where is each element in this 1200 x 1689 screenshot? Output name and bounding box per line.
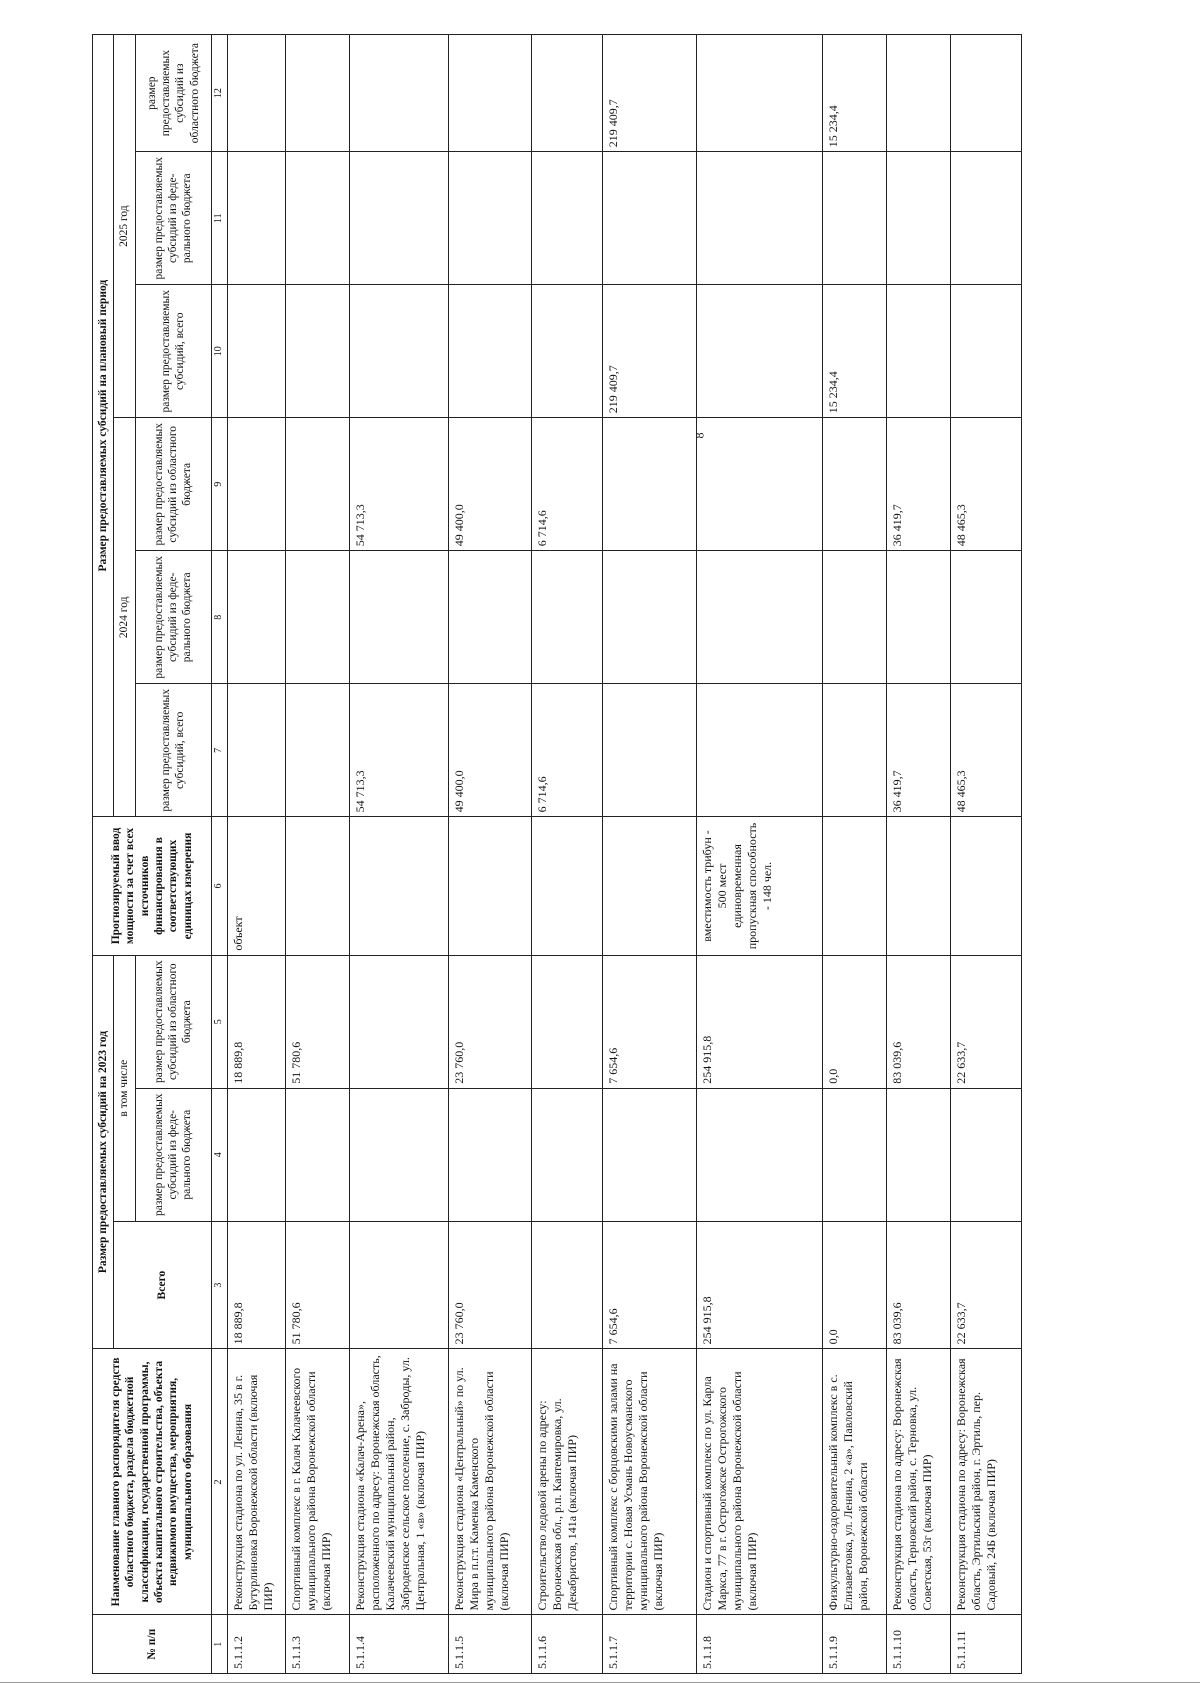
row-name: Реконструкция стадиона «Калач-Арена», расположенного по адресу: Воронежская область, Калачеевский муниципальный район, Заброденское сельское поселение, с. Заброды, ул. Центральная, 1 «в» (включая ПИР) (350, 1349, 448, 1615)
row-name: Строительство ледовой арены по адресу: Воронежская обл., р.п. Кантемировка, ул. Декабристов, 141а (включая ПИР) (532, 1349, 603, 1615)
cell-fed-2023 (696, 1088, 822, 1221)
cell-capacity (350, 817, 448, 955)
cell-reg-2025 (228, 35, 286, 152)
row-name: Физкультурно-оздоровительный комплекс в с. Елизаветовка, ул. Ленина, 2 «а», Павловский район, Воронежской области (823, 1349, 887, 1615)
cell-reg-2025 (532, 35, 603, 152)
cell-reg-2024: 48 465,3 (951, 418, 1022, 551)
cell-fed-2025 (228, 152, 286, 285)
cell-reg-2023: 7 654,6 (602, 955, 696, 1088)
cell-all-2025 (350, 285, 448, 418)
cell-fed-2023 (532, 1088, 603, 1221)
header-capacity: Прогнозируемый ввод мощности за счет всех источников финансирования в соответствующих единицах измерения (93, 817, 212, 955)
row-id: 5.1.1.3 (286, 1615, 350, 1674)
header-2024: 2024 год (114, 418, 135, 817)
cell-reg-2025: 15 234,4 (823, 35, 887, 152)
col-number: 9 (211, 418, 228, 551)
header-incl: в том числе (114, 955, 135, 1221)
header-reg-2023: размер предоставляемых субсидий из областного бюджета (135, 955, 211, 1088)
header-fed-2024: размер предоставляемых субсидий из феде-рального бюджета (135, 551, 211, 684)
col-number: 1 (211, 1615, 228, 1674)
table-row (448, 35, 531, 1674)
row-name: Реконструкция стадиона «Центральный» по ул. Мира в п.г.т. Каменка Каменского муниципального района Воронежской области (включая ПИР) (448, 1349, 531, 1615)
table-row (696, 35, 822, 1674)
cell-fed-2024 (887, 551, 951, 684)
header-reg-2025: размер предоставляемых субсидий из областного бюджета (135, 35, 211, 152)
cell-capacity (448, 817, 531, 955)
header-2023: Размер предоставляемых субсидий на 2023 год (93, 955, 114, 1349)
cell-all-2024 (602, 684, 696, 817)
cell-total-2023 (532, 1221, 603, 1349)
row-name: Реконструкция стадиона по адресу: Воронежская область, Терновский район, с. Терновка, ул. Советская, 53г (включая ПИР) (887, 1349, 951, 1615)
cell-reg-2023: 83 039,6 (887, 955, 951, 1088)
cell-all-2025 (887, 285, 951, 418)
cell-fed-2025 (448, 152, 531, 285)
rotated-table-container (92, 34, 1022, 1674)
cell-total-2023: 22 633,7 (951, 1221, 1022, 1349)
cell-reg-2025 (696, 35, 822, 152)
table-row (887, 35, 951, 1674)
cell-fed-2023 (448, 1088, 531, 1221)
row-id: 5.1.1.10 (887, 1615, 951, 1674)
table-row (823, 35, 887, 1674)
header-all-2024: размер предоставляемых субсидий, всего (135, 684, 211, 817)
cell-reg-2025 (350, 35, 448, 152)
cell-reg-2023 (350, 955, 448, 1088)
cell-all-2024: 6 714,6 (532, 684, 603, 817)
cell-reg-2024: 49 400,0 (448, 418, 531, 551)
col-number: 12 (211, 35, 228, 152)
cell-all-2024: 49 400,0 (448, 684, 531, 817)
cell-fed-2023 (286, 1088, 350, 1221)
cell-fed-2025 (286, 152, 350, 285)
cell-all-2025 (696, 285, 822, 418)
cell-fed-2025 (696, 152, 822, 285)
cell-fed-2024 (532, 551, 603, 684)
cell-capacity: вместимость трибун - 500 мест единовременная пропускная способность - 148 чел. (696, 817, 822, 955)
cell-fed-2024 (286, 551, 350, 684)
table-row (286, 35, 350, 1674)
cell-fed-2023 (228, 1088, 286, 1221)
cell-reg-2025 (887, 35, 951, 152)
cell-all-2025 (951, 285, 1022, 418)
col-number: 5 (211, 955, 228, 1088)
table-row (602, 35, 696, 1674)
row-id: 5.1.1.8 (696, 1615, 822, 1674)
cell-all-2024 (286, 684, 350, 817)
table-row (350, 35, 448, 1674)
cell-reg-2025 (448, 35, 531, 152)
cell-all-2025: 15 234,4 (823, 285, 887, 418)
row-name: Реконструкция стадиона по ул. Ленина, 35 в г. Бутурлиновка Воронежской области (включая ПИР) (228, 1349, 286, 1615)
cell-total-2023: 18 889,8 (228, 1221, 286, 1349)
cell-all-2025 (448, 285, 531, 418)
cell-total-2023: 51 780,6 (286, 1221, 350, 1349)
cell-reg-2025: 219 409,7 (602, 35, 696, 152)
cell-fed-2025 (887, 152, 951, 285)
cell-fed-2023 (350, 1088, 448, 1221)
header-number: № п/п (93, 1615, 212, 1674)
row-name: Реконструкция стадиона по адресу: Воронежская область, Эртильский район, г. Эртиль, пер. Садовый, 24Б (включая ПИР) (951, 1349, 1022, 1615)
cell-capacity: объект (228, 817, 286, 955)
document-sheet (92, 34, 1022, 1674)
cell-fed-2024 (823, 551, 887, 684)
cell-reg-2024 (228, 418, 286, 551)
cell-all-2024 (696, 684, 822, 817)
cell-fed-2023 (951, 1088, 1022, 1221)
cell-reg-2023: 254 915,8 (696, 955, 822, 1088)
cell-fed-2024 (350, 551, 448, 684)
cell-capacity (602, 817, 696, 955)
cell-reg-2023: 23 760,0 (448, 955, 531, 1088)
cell-reg-2025 (951, 35, 1022, 152)
cell-fed-2023 (887, 1088, 951, 1221)
col-number: 10 (211, 285, 228, 418)
cell-all-2024 (228, 684, 286, 817)
cell-fed-2024 (228, 551, 286, 684)
cell-total-2023: 23 760,0 (448, 1221, 531, 1349)
cell-reg-2024 (286, 418, 350, 551)
cell-capacity (823, 817, 887, 955)
header-reg-2024: размер предоставляемых субсидий из областного бюджета (135, 418, 211, 551)
header-fed-2023: размер предоставляемых субсидий из феде-рального бюджета (135, 1088, 211, 1221)
cell-all-2025 (286, 285, 350, 418)
cell-reg-2023: 22 633,7 (951, 955, 1022, 1088)
page-number: 8 (692, 432, 707, 439)
cell-total-2023 (350, 1221, 448, 1349)
row-id: 5.1.1.4 (350, 1615, 448, 1674)
scan-edge-line (0, 1682, 1200, 1683)
cell-all-2025: 219 409,7 (602, 285, 696, 418)
cell-capacity (286, 817, 350, 955)
row-id: 5.1.1.9 (823, 1615, 887, 1674)
col-number: 6 (211, 817, 228, 955)
cell-fed-2025 (823, 152, 887, 285)
table-row (228, 35, 286, 1674)
cell-fed-2024 (448, 551, 531, 684)
cell-capacity (887, 817, 951, 955)
cell-reg-2023 (532, 955, 603, 1088)
header-all-2025: размер предоставляемых субсидий, всего (135, 285, 211, 418)
cell-reg-2024 (602, 418, 696, 551)
cell-reg-2023: 0,0 (823, 955, 887, 1088)
header-plan-period: Размер предоставляемых субсидий на плановый период (93, 35, 114, 817)
cell-total-2023: 254 915,8 (696, 1221, 822, 1349)
row-id: 5.1.1.5 (448, 1615, 531, 1674)
cell-total-2023: 83 039,6 (887, 1221, 951, 1349)
header-name: Наименование главного распорядителя средств областного бюджета, раздела бюджетной классификации, государственной программы, объекта капитального строительства, объекта недвижимого имущества, мероприятия, муниципального образования (93, 1349, 212, 1615)
row-name: Спортивный комплекс с борцовскими залами на территории с. Новая Усмань Новоусманского муниципального района Воронежской области (включая ПИР) (602, 1349, 696, 1615)
cell-all-2024: 48 465,3 (951, 684, 1022, 817)
row-id: 5.1.1.6 (532, 1615, 603, 1674)
header-fed-2025: размер предоставляемых субсидий из феде-рального бюджета (135, 152, 211, 285)
cell-all-2025 (228, 285, 286, 418)
cell-fed-2025 (350, 152, 448, 285)
table-row (532, 35, 603, 1674)
cell-fed-2024 (696, 551, 822, 684)
header-2025: 2025 год (114, 35, 135, 418)
cell-total-2023: 7 654,6 (602, 1221, 696, 1349)
row-name: Спортивный комплекс в г. Калач Калачеевского муниципального района Воронежской области (включая ПИР) (286, 1349, 350, 1615)
cell-capacity (532, 817, 603, 955)
col-number: 11 (211, 152, 228, 285)
table-row (951, 35, 1022, 1674)
cell-fed-2023 (823, 1088, 887, 1221)
cell-reg-2024: 6 714,6 (532, 418, 603, 551)
cell-total-2023: 0,0 (823, 1221, 887, 1349)
cell-all-2024: 54 713,3 (350, 684, 448, 817)
col-number: 2 (211, 1349, 228, 1615)
cell-reg-2024: 54 713,3 (350, 418, 448, 551)
cell-reg-2024 (696, 418, 822, 551)
cell-capacity (951, 817, 1022, 955)
cell-all-2025 (532, 285, 603, 418)
col-number: 8 (211, 551, 228, 684)
cell-reg-2023: 51 780,6 (286, 955, 350, 1088)
cell-fed-2024 (951, 551, 1022, 684)
cell-fed-2025 (602, 152, 696, 285)
row-name: Стадион и спортивный комплекс по ул. Карла Маркса, 77 в г. Острогожске Острогожского муниципального района Воронежской области (включая ПИР) (696, 1349, 822, 1615)
row-id: 5.1.1.11 (951, 1615, 1022, 1674)
cell-reg-2024: 36 419,7 (887, 418, 951, 551)
col-number: 7 (211, 684, 228, 817)
col-number: 4 (211, 1088, 228, 1221)
cell-fed-2025 (951, 152, 1022, 285)
cell-fed-2024 (602, 551, 696, 684)
header-total: Всего (114, 1221, 211, 1349)
cell-all-2024 (823, 684, 887, 817)
cell-reg-2025 (286, 35, 350, 152)
cell-reg-2023: 18 889,8 (228, 955, 286, 1088)
cell-fed-2025 (532, 152, 603, 285)
col-number: 3 (211, 1221, 228, 1349)
cell-fed-2023 (602, 1088, 696, 1221)
cell-all-2024: 36 419,7 (887, 684, 951, 817)
subsidy-table (92, 34, 1022, 1674)
row-id: 5.1.1.7 (602, 1615, 696, 1674)
cell-reg-2024 (823, 418, 887, 551)
row-id: 5.1.1.2 (228, 1615, 286, 1674)
